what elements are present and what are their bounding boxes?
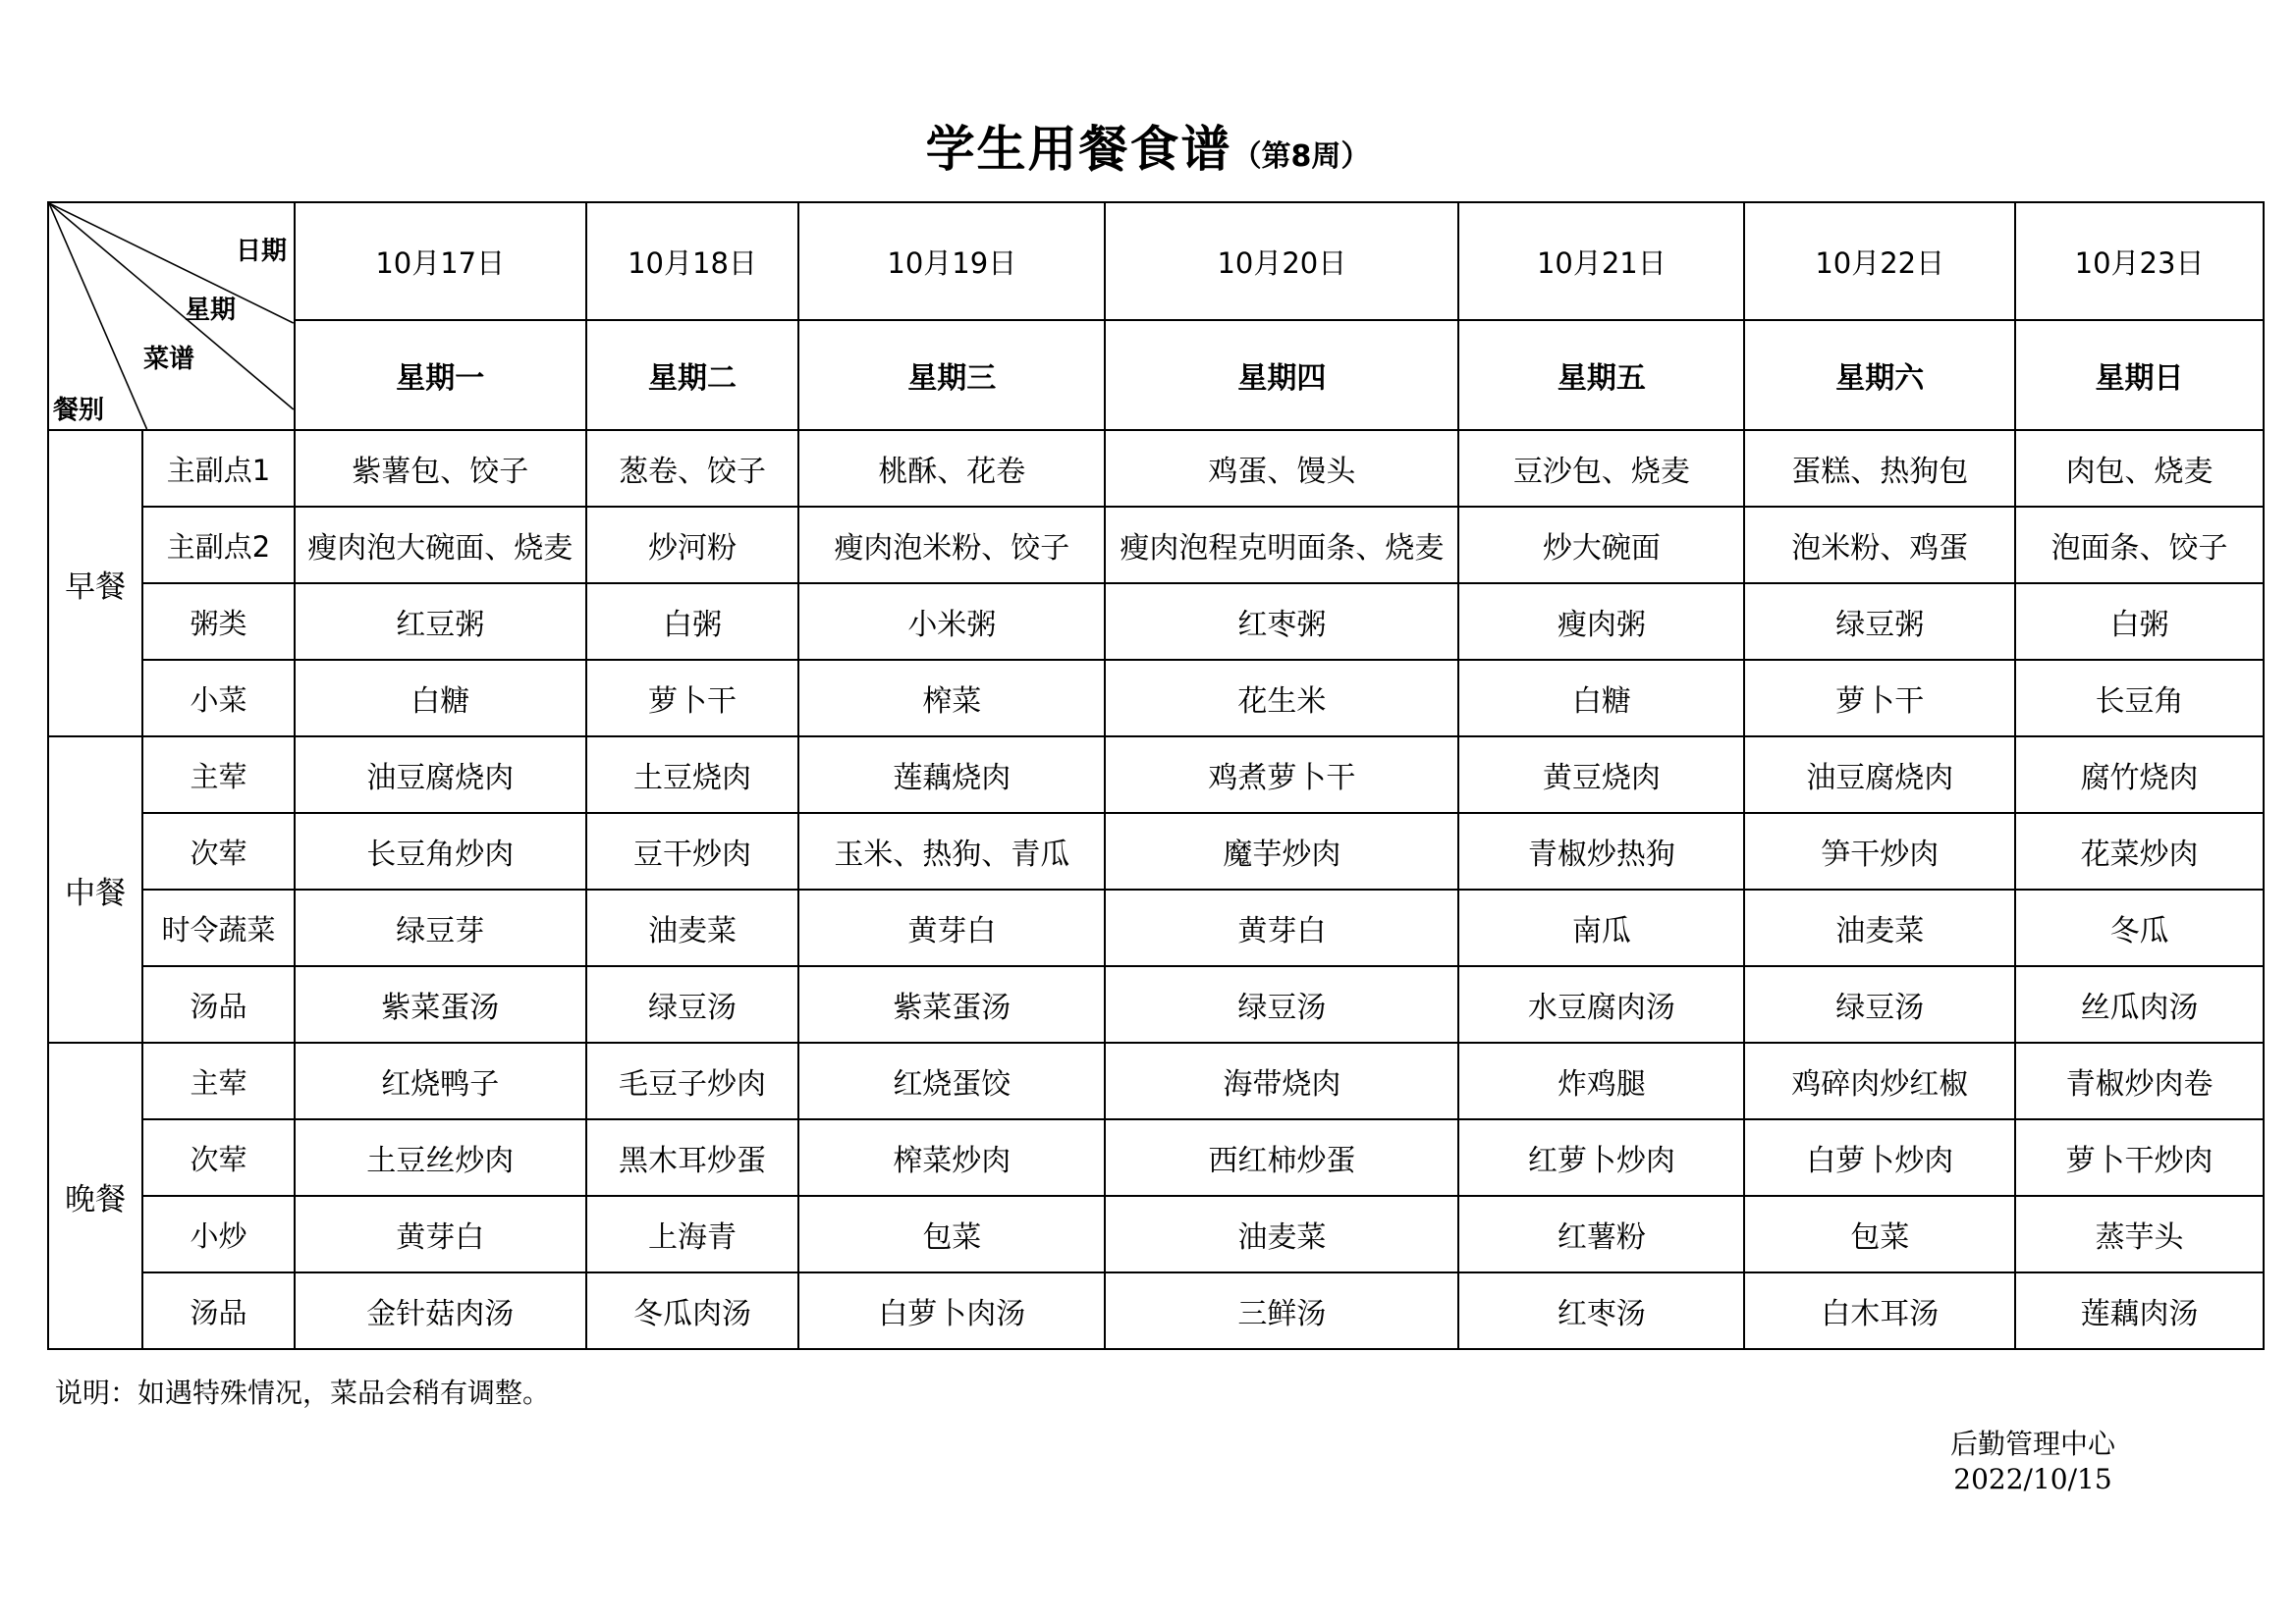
date-row (48, 202, 2264, 320)
category-label: 次荤 (142, 813, 294, 890)
table-row (48, 507, 2264, 583)
dish-cell: 青椒炒热狗 (1458, 813, 1744, 890)
dish-cell: 白萝卜炒肉 (1744, 1119, 2015, 1196)
note-text: 说明：如遇特殊情况，菜品会稍有调整。 (55, 1377, 551, 1409)
table-row (48, 660, 2264, 736)
dish-cell: 冬瓜肉汤 (586, 1272, 799, 1349)
date-header: 10月17日 (295, 202, 586, 320)
dish-cell: 瘦肉泡米粉、饺子 (798, 507, 1105, 583)
dish-cell: 莲藕肉汤 (2015, 1272, 2264, 1349)
dish-cell: 黄芽白 (295, 1196, 586, 1272)
dish-cell: 泡米粉、鸡蛋 (1744, 507, 2015, 583)
dish-cell: 鸡煮萝卜干 (1105, 736, 1458, 813)
dish-cell: 海带烧肉 (1105, 1043, 1458, 1119)
signature-date: 2022/10/15 (1953, 1463, 2112, 1495)
category-label: 汤品 (142, 966, 294, 1043)
dish-cell: 萝卜干炒肉 (2015, 1119, 2264, 1196)
dish-cell: 萝卜干 (1744, 660, 2015, 736)
dish-cell: 瘦肉泡程克明面条、烧麦 (1105, 507, 1458, 583)
dish-cell: 萝卜干 (586, 660, 799, 736)
dish-cell: 油豆腐烧肉 (295, 736, 586, 813)
corner-label-menu: 菜谱 (143, 345, 195, 374)
dish-cell: 花菜炒肉 (2015, 813, 2264, 890)
table-row (48, 736, 2264, 813)
dish-cell: 炒河粉 (586, 507, 799, 583)
dish-cell: 玉米、热狗、青瓜 (798, 813, 1105, 890)
dish-cell: 油麦菜 (586, 890, 799, 966)
weekday-header: 星期六 (1744, 320, 2015, 430)
category-label: 小炒 (142, 1196, 294, 1272)
dish-cell: 榨菜 (798, 660, 1105, 736)
dish-cell: 黄芽白 (798, 890, 1105, 966)
corner-label-weekday: 星期 (185, 296, 237, 325)
dish-cell: 花生米 (1105, 660, 1458, 736)
page-title (0, 110, 2296, 181)
dish-cell: 白木耳汤 (1744, 1272, 2015, 1349)
signature-block (1925, 1427, 2141, 1497)
dish-cell: 紫菜蛋汤 (295, 966, 586, 1043)
category-label: 小菜 (142, 660, 294, 736)
dish-cell: 鸡碎肉炒红椒 (1744, 1043, 2015, 1119)
title-week: （第8周） (1231, 139, 1371, 174)
dish-cell: 腐竹烧肉 (2015, 736, 2264, 813)
date-header: 10月22日 (1744, 202, 2015, 320)
dish-cell: 蒸芋头 (2015, 1196, 2264, 1272)
weekday-header: 星期三 (798, 320, 1105, 430)
dish-cell: 肉包、烧麦 (2015, 430, 2264, 507)
table-row (48, 1043, 2264, 1119)
dish-cell: 金针菇肉汤 (295, 1272, 586, 1349)
weekday-header: 星期四 (1105, 320, 1458, 430)
dish-cell: 南瓜 (1458, 890, 1744, 966)
category-label: 粥类 (142, 583, 294, 660)
dish-cell: 小米粥 (798, 583, 1105, 660)
dish-cell: 土豆丝炒肉 (295, 1119, 586, 1196)
date-header: 10月21日 (1458, 202, 1744, 320)
dish-cell: 鸡蛋、馒头 (1105, 430, 1458, 507)
dish-cell: 紫薯包、饺子 (295, 430, 586, 507)
table-row (48, 1196, 2264, 1272)
dish-cell: 榨菜炒肉 (798, 1119, 1105, 1196)
dish-cell: 炒大碗面 (1458, 507, 1744, 583)
dish-cell: 红烧鸭子 (295, 1043, 586, 1119)
date-header: 10月20日 (1105, 202, 1458, 320)
dish-cell: 毛豆子炒肉 (586, 1043, 799, 1119)
category-label: 主副点1 (142, 430, 294, 507)
table-row (48, 583, 2264, 660)
table-row (48, 890, 2264, 966)
title-main: 学生用餐食谱 (925, 121, 1232, 178)
dish-cell: 绿豆粥 (1744, 583, 2015, 660)
category-label: 主副点2 (142, 507, 294, 583)
dish-cell: 绿豆汤 (1744, 966, 2015, 1043)
dish-cell: 土豆烧肉 (586, 736, 799, 813)
dish-cell: 冬瓜 (2015, 890, 2264, 966)
dish-cell: 白萝卜肉汤 (798, 1272, 1105, 1349)
dish-cell: 白糖 (295, 660, 586, 736)
dish-cell: 白粥 (586, 583, 799, 660)
dish-cell: 油豆腐烧肉 (1744, 736, 2015, 813)
dish-cell: 红枣粥 (1105, 583, 1458, 660)
dish-cell: 笋干炒肉 (1744, 813, 2015, 890)
dish-cell: 长豆角 (2015, 660, 2264, 736)
weekday-header: 星期五 (1458, 320, 1744, 430)
dish-cell: 上海青 (586, 1196, 799, 1272)
dish-cell: 白糖 (1458, 660, 1744, 736)
category-label: 主荤 (142, 1043, 294, 1119)
weekday-header: 星期二 (586, 320, 799, 430)
table-row (48, 1119, 2264, 1196)
dish-cell: 豆沙包、烧麦 (1458, 430, 1744, 507)
meal-label: 早餐 (48, 430, 142, 736)
dish-cell: 丝瓜肉汤 (2015, 966, 2264, 1043)
table-row (48, 966, 2264, 1043)
category-label: 汤品 (142, 1272, 294, 1349)
weekday-header: 星期日 (2015, 320, 2264, 430)
dish-cell: 包菜 (1744, 1196, 2015, 1272)
date-header: 10月18日 (586, 202, 799, 320)
dish-cell: 红豆粥 (295, 583, 586, 660)
meal-label: 中餐 (48, 736, 142, 1043)
dish-cell: 瘦肉粥 (1458, 583, 1744, 660)
dish-cell: 西红柿炒蛋 (1105, 1119, 1458, 1196)
dish-cell: 白粥 (2015, 583, 2264, 660)
dish-cell: 红萝卜炒肉 (1458, 1119, 1744, 1196)
dish-cell: 绿豆汤 (586, 966, 799, 1043)
table-row (48, 813, 2264, 890)
dish-cell: 桃酥、花卷 (798, 430, 1105, 507)
dish-cell: 红枣汤 (1458, 1272, 1744, 1349)
menu-table (47, 201, 2265, 1350)
category-label: 主荤 (142, 736, 294, 813)
table-row (48, 430, 2264, 507)
dish-cell: 绿豆汤 (1105, 966, 1458, 1043)
signature-org: 后勤管理中心 (1949, 1428, 2115, 1460)
corner-label-date: 日期 (236, 237, 288, 266)
dish-cell: 三鲜汤 (1105, 1272, 1458, 1349)
category-label: 时令蔬菜 (142, 890, 294, 966)
weekday-header: 星期一 (295, 320, 586, 430)
dish-cell: 紫菜蛋汤 (798, 966, 1105, 1043)
dish-cell: 绿豆芽 (295, 890, 586, 966)
dish-cell: 豆干炒肉 (586, 813, 799, 890)
dish-cell: 泡面条、饺子 (2015, 507, 2264, 583)
date-header: 10月19日 (798, 202, 1105, 320)
dish-cell: 黄芽白 (1105, 890, 1458, 966)
dish-cell: 魔芋炒肉 (1105, 813, 1458, 890)
dish-cell: 油麦菜 (1105, 1196, 1458, 1272)
dish-cell: 蛋糕、热狗包 (1744, 430, 2015, 507)
date-header: 10月23日 (2015, 202, 2264, 320)
category-label: 次荤 (142, 1119, 294, 1196)
corner-header (48, 202, 295, 430)
weekday-row (48, 320, 2264, 430)
dish-cell: 油麦菜 (1744, 890, 2015, 966)
corner-label-meal: 餐别 (53, 396, 105, 425)
dish-cell: 包菜 (798, 1196, 1105, 1272)
dish-cell: 红薯粉 (1458, 1196, 1744, 1272)
table-row (48, 1272, 2264, 1349)
dish-cell: 葱卷、饺子 (586, 430, 799, 507)
dish-cell: 黑木耳炒蛋 (586, 1119, 799, 1196)
dish-cell: 炸鸡腿 (1458, 1043, 1744, 1119)
dish-cell: 长豆角炒肉 (295, 813, 586, 890)
meal-label: 晚餐 (48, 1043, 142, 1349)
dish-cell: 瘦肉泡大碗面、烧麦 (295, 507, 586, 583)
dish-cell: 莲藕烧肉 (798, 736, 1105, 813)
dish-cell: 青椒炒肉卷 (2015, 1043, 2264, 1119)
dish-cell: 黄豆烧肉 (1458, 736, 1744, 813)
dish-cell: 水豆腐肉汤 (1458, 966, 1744, 1043)
dish-cell: 红烧蛋饺 (798, 1043, 1105, 1119)
